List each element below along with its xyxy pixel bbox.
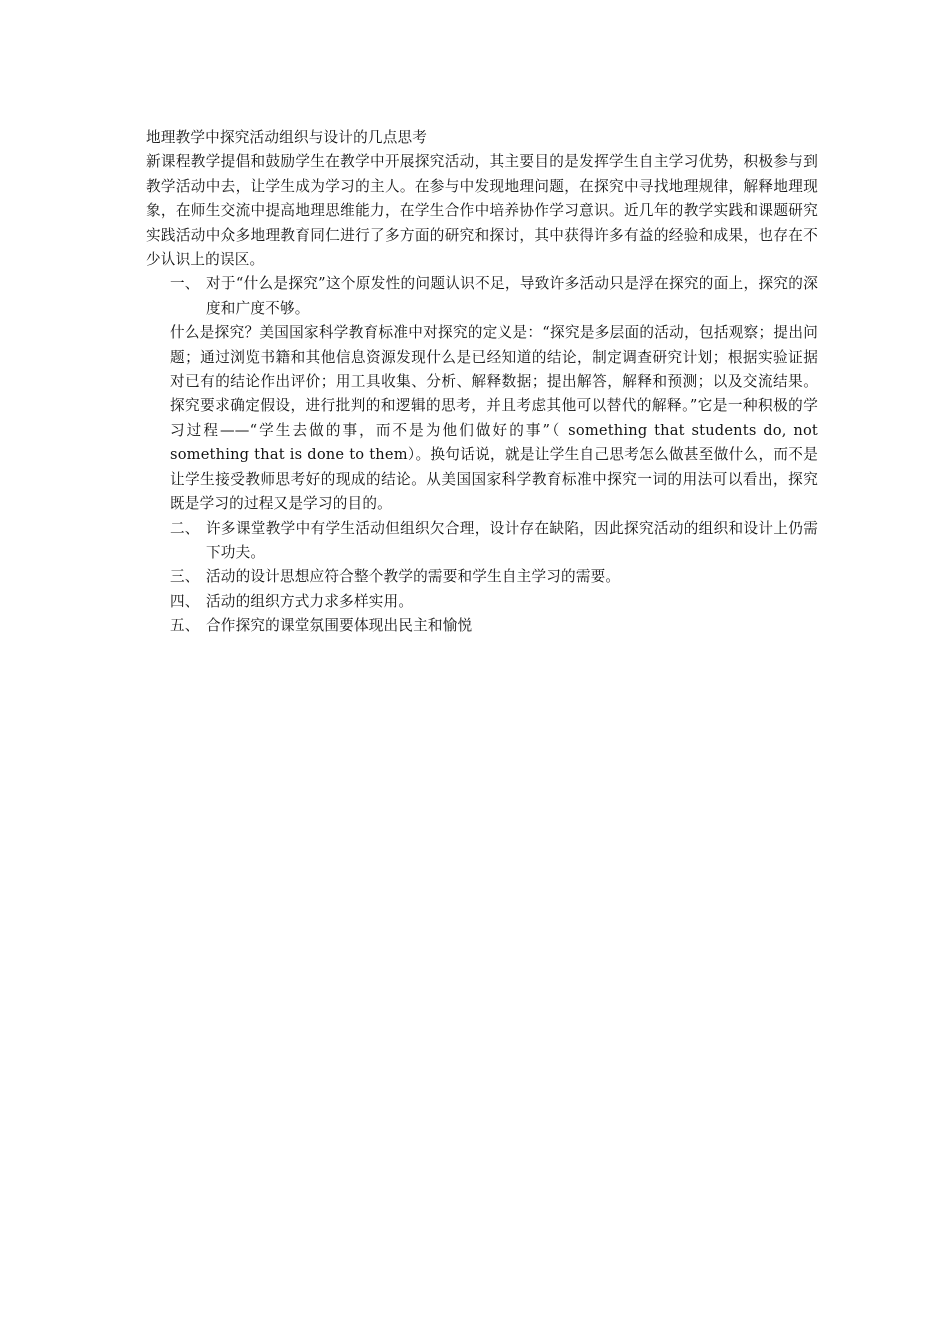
point-text: 活动的设计思想应符合整个教学的需要和学生自主学习的需要。 (206, 568, 621, 586)
point-item-1 (146, 272, 818, 321)
intro-paragraph: 新课程教学提倡和鼓励学生在教学中开展探究活动，其主要目的是发挥学生自主学习优势，积极参与到教学活动中去，让学生成为学习的主人。在参与中发现地理问题，在探究中寻找地理规律，解释地理现象，在师生交流中提高地理思维能力，在学生合作中培养协作学习意识。近几年的教学实践和课题研究实践活动中众多地理教育同仁进行了多方面的研究和探讨，其中获得许多有益的经验和成果，也存在不少认识上的误区。 (146, 153, 818, 269)
point-item-4 (170, 590, 818, 614)
point-text: 对于“什么是探究”这个原发性的问题认识不足，导致许多活动只是浮在探究的面上，探究的深度和广度不够。 (206, 275, 818, 317)
document-body (146, 126, 818, 639)
point-text: 合作探究的课堂氛围要体现出民主和愉悦 (206, 617, 473, 635)
document-title: 地理教学中探究活动组织与设计的几点思考 (146, 129, 428, 146)
point-item-2 (170, 517, 818, 566)
point-number: 一、 (170, 275, 200, 293)
point-text: 活动的组织方式力求多样实用。 (206, 592, 414, 610)
point-number: 二、 (170, 519, 200, 537)
point-item-3 (170, 565, 818, 589)
definition-paragraph: 什么是探究？美国国家科学教育标准中对探究的定义是：“探究是多层面的活动，包括观察；提出问题；通过浏览书籍和其他信息资源发现什么是已经知道的结论，制定调查研究计划；根据实验证据对已有的结论作出评价；用工具收集、分析、解释数据；提出解答，解释和预测；以及交流结果。探究要求确定假设，进行批判的和逻辑的思考，并且考虑其他可以替代的解释。”它是一种积极的学习过程——“学生去做的事，而不是为他们做好的事”（ something that students do, not something that is done to them）。换句话说，就是让学生自己思考怎么做甚至做什么，而不是让学生接受教师思考好的现成的结论。从美国国家科学教育标准中探究一词的用法可以看出，探究既是学习的过程又是学习的目的。 (170, 324, 818, 513)
point-item-5 (170, 614, 818, 638)
point-number: 四、 (170, 592, 200, 610)
point-number: 三、 (170, 568, 200, 586)
point-number: 五、 (170, 617, 200, 635)
point-text: 许多课堂教学中有学生活动但组织欠合理，设计存在缺陷，因此探究活动的组织和设计上仍需下功夫。 (206, 519, 818, 561)
